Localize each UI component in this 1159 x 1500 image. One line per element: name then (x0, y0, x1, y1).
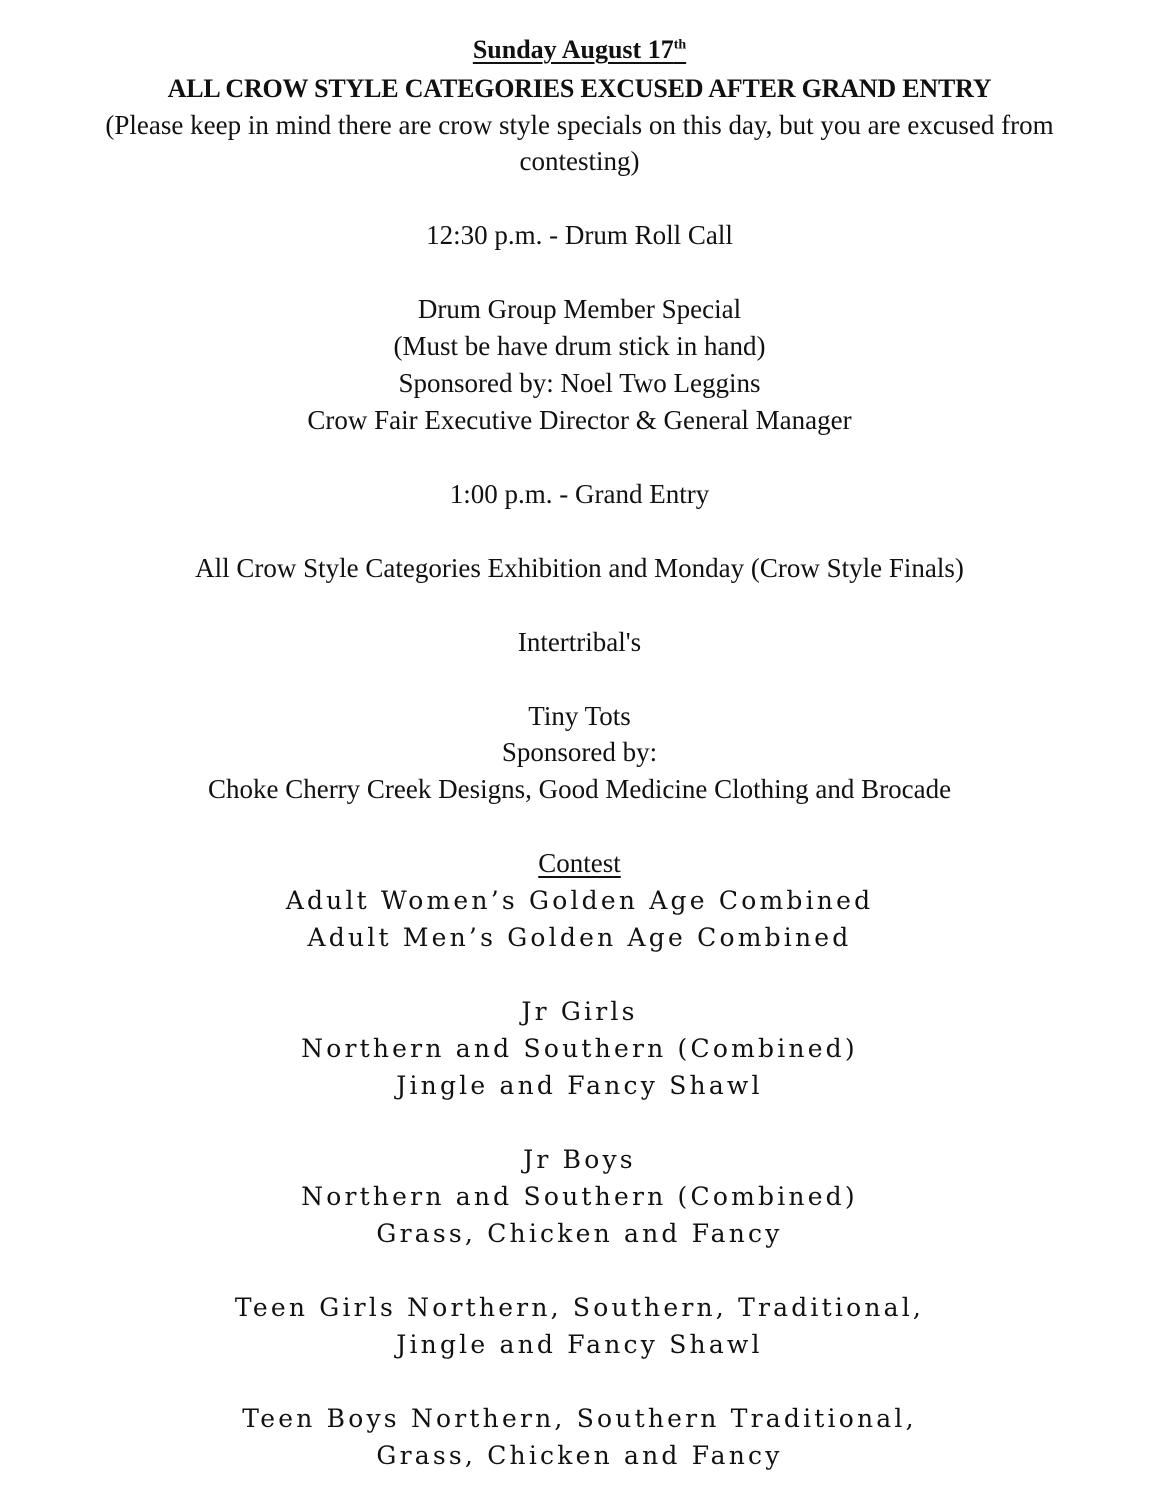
drum-special-sponsor: Sponsored by: Noel Two Leggins (398, 368, 761, 398)
contest-teen-boys-line-2: Grass, Chicken and Fancy (376, 1441, 783, 1470)
excused-note-line-2: contesting) (519, 146, 640, 176)
grand-entry: 1:00 p.m. - Grand Entry (449, 479, 710, 509)
excused-banner: ALL CROW STYLE CATEGORIES EXCUSED AFTER GRAND ENTRY (167, 74, 992, 103)
contest-jr-boys-line-3: Grass, Chicken and Fancy (376, 1219, 783, 1248)
contest-jr-girls-line-3: Jingle and Fancy Shawl (396, 1071, 763, 1100)
contest-jr-boys-title: Jr Boys (523, 1145, 636, 1174)
page-title-suffix: th (673, 37, 687, 53)
contest-jr-girls-title: Jr Girls (521, 997, 638, 1026)
contest-golden-age-women: Adult Women’s Golden Age Combined (285, 886, 874, 915)
contest-teen-girls-line-2: Jingle and Fancy Shawl (396, 1330, 763, 1359)
intertribals: Intertribal's (517, 627, 642, 657)
drum-roll-call: 12:30 p.m. - Drum Roll Call (426, 220, 733, 250)
drum-special-requirement: (Must be have drum stick in hand) (393, 331, 766, 361)
page-title-text: Sunday August 17 (472, 35, 674, 64)
tiny-tots-title: Tiny Tots (528, 701, 631, 731)
drum-special-sponsor-role: Crow Fair Executive Director & General Manager (307, 405, 852, 435)
tiny-tots-sponsors: Choke Cherry Creek Designs, Good Medicine Clothing and Brocade (207, 774, 952, 804)
page-title (0, 37, 1159, 63)
contest-jr-boys-line-2: Northern and Southern (Combined) (301, 1182, 858, 1211)
contest-teen-girls-line-1: Teen Girls Northern, Southern, Traditional, (234, 1293, 925, 1322)
contest-golden-age-men: Adult Men’s Golden Age Combined (307, 923, 852, 952)
contest-heading: Contest (538, 848, 621, 878)
contest-teen-boys-line-1: Teen Boys Northern, Southern Traditional, (242, 1404, 917, 1433)
excused-note-line-1: (Please keep in mind there are crow style specials on this day, but you are excused from (105, 110, 1054, 140)
contest-jr-girls-line-2: Northern and Southern (Combined) (301, 1034, 858, 1063)
drum-special-title: Drum Group Member Special (417, 294, 742, 324)
crow-style-note: All Crow Style Categories Exhibition and Monday (Crow Style Finals) (195, 553, 964, 583)
tiny-tots-sponsored-by: Sponsored by: (501, 737, 658, 767)
